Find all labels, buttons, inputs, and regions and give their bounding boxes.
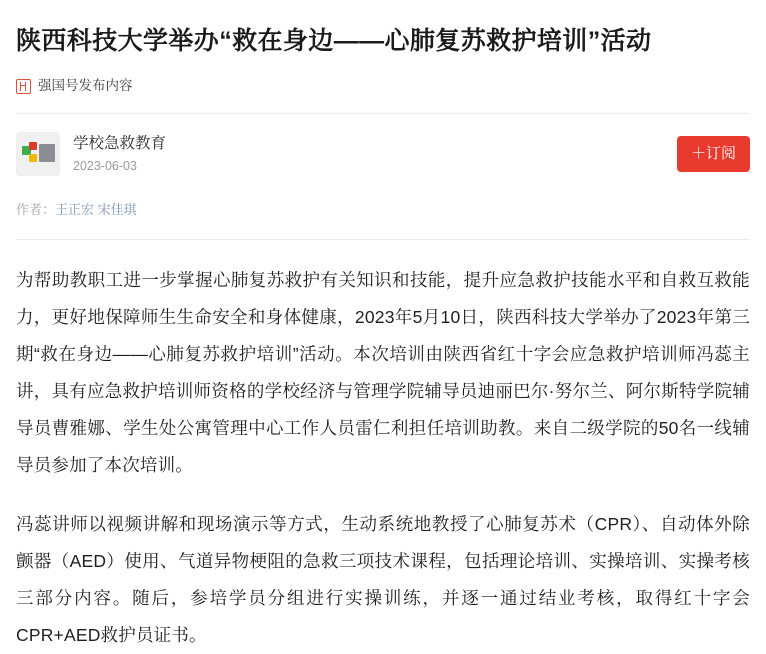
avatar-shape-red (29, 142, 37, 150)
avatar[interactable] (16, 132, 60, 176)
byline (16, 201, 750, 219)
source-label: 强国号发布内容 (38, 78, 133, 93)
avatar-shape-yellow (29, 154, 37, 162)
divider-secondary (16, 239, 750, 240)
book-badge-icon (16, 79, 31, 94)
publish-date: 2023-06-03 (73, 159, 137, 173)
source-row (16, 76, 750, 96)
account-name[interactable]: 学校急救教育 (73, 135, 167, 152)
author-meta (73, 133, 677, 175)
author-row (16, 131, 750, 177)
avatar-shape-block (39, 144, 55, 162)
subscribe-button[interactable]: ＋订阅 (677, 136, 750, 172)
divider (16, 113, 750, 114)
byline-names[interactable]: 王正宏 宋佳琪 (55, 202, 137, 217)
article-body (16, 262, 750, 654)
article-paragraph: 冯蕊讲师以视频讲解和现场演示等方式，生动系统地教授了心肺复苏术（CPR）、自动体外除颤器（AED）使用、气道异物梗阻的急救三项技术课程，包括理论培训、实操培训、实操考核三部分内容。随后，参培学员分组进行实操训练，并逐一通过结业考核，取得红十字会CPR+AED救护员证书。 (16, 514, 750, 645)
page-title: 陕西科技大学举办“救在身边——心肺复苏救护培训”活动 (16, 27, 652, 55)
byline-prefix: 作者： (16, 202, 56, 217)
article-paragraph: 为帮助教职工进一步掌握心肺复苏救护有关知识和技能，提升应急救护技能水平和自救互救能力，更好地保障师生生命安全和身体健康，2023年5月10日，陕西科技大学举办了2023年第三期“救在身边——心肺复苏救护培训”活动。本次培训由陕西省红十字会应急救护培训师冯蕊主讲，具有应急救护培训师资格的学校经济与管理学院辅导员迪丽巴尔·努尔兰、阿尔斯特学院辅导员曹雅娜、学生处公寓管理中心工作人员雷仁利担任培训助教。来自二级学院的50名一线辅导员参加了本次培训。 (16, 270, 750, 475)
